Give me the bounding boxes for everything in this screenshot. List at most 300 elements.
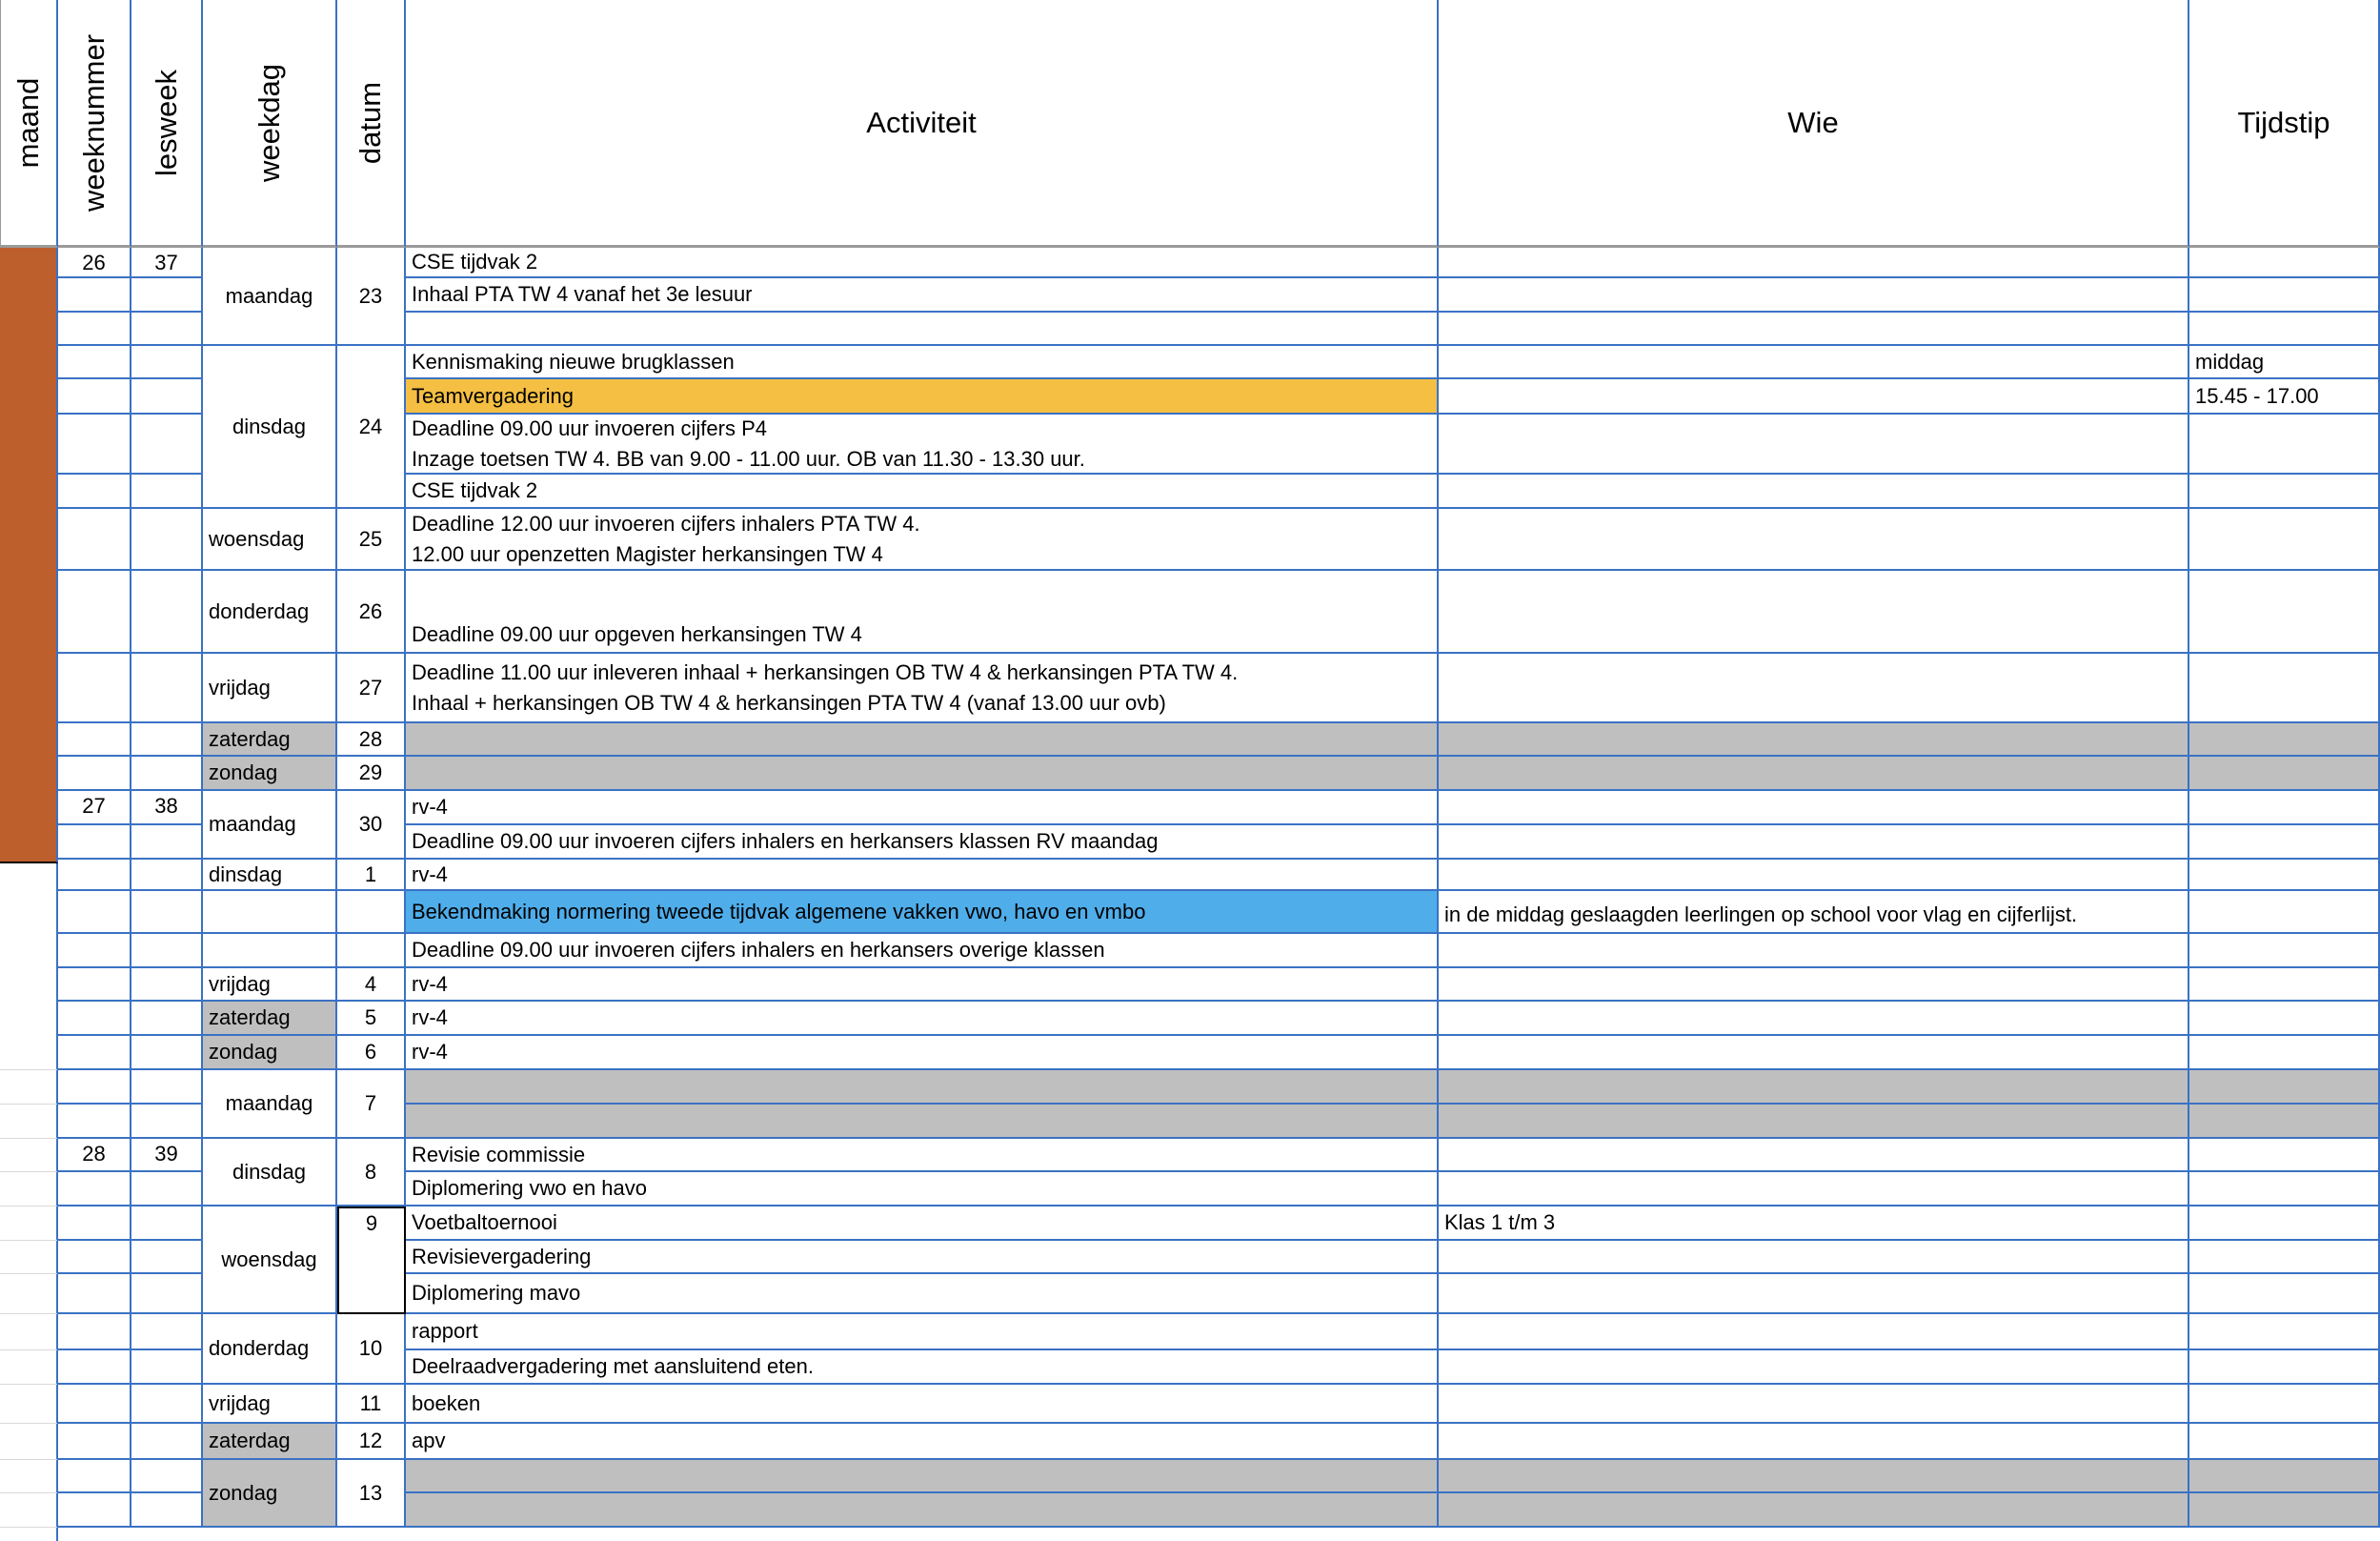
weeknummer-cell[interactable] xyxy=(58,968,131,1002)
lesweek-cell[interactable] xyxy=(131,934,203,968)
activiteit-cell[interactable] xyxy=(406,415,1439,475)
lesweek-cell[interactable] xyxy=(131,791,203,825)
weekdag-value: donderdag xyxy=(209,1336,310,1360)
gridline xyxy=(0,1350,57,1385)
lesweek-cell[interactable] xyxy=(131,891,203,934)
activiteit-cell[interactable] xyxy=(406,891,1439,934)
gridline xyxy=(0,1385,57,1424)
datum-value: 24 xyxy=(358,414,383,438)
wie-cell[interactable] xyxy=(1439,860,2189,891)
datum-value: 11 xyxy=(359,1390,382,1415)
activiteit-text: Diplomering mavo xyxy=(412,1281,581,1305)
activiteit-text: Deelraadvergadering met aansluitend eten. xyxy=(412,1354,814,1378)
tijdstip-cell[interactable] xyxy=(2189,1274,2380,1314)
lesweek-cell[interactable] xyxy=(131,415,203,475)
activiteit-cell[interactable] xyxy=(406,1241,1439,1274)
weekdag-value: dinsdag xyxy=(232,1159,307,1184)
datum-cell[interactable] xyxy=(337,968,406,1002)
weekdag-cell[interactable] xyxy=(203,1385,337,1424)
wie-cell[interactable] xyxy=(1439,1139,2189,1172)
lesweek-cell[interactable] xyxy=(131,723,203,757)
wie-cell[interactable] xyxy=(1439,313,2189,346)
activiteit-cell[interactable] xyxy=(406,248,1439,278)
lesweek-cell[interactable] xyxy=(131,1274,203,1314)
weekdag-cell[interactable] xyxy=(203,248,337,346)
weekdag-value: donderdag xyxy=(209,598,310,623)
activiteit-text: rv-4 xyxy=(412,795,448,819)
weekdag-cell[interactable] xyxy=(203,571,337,654)
gridline xyxy=(0,1070,57,1105)
header-wie-label: Wie xyxy=(1787,105,1839,139)
weeknummer-value: 27 xyxy=(82,794,106,818)
activiteit-cell[interactable] xyxy=(406,968,1439,1002)
activiteit-cell[interactable] xyxy=(406,757,1439,791)
wie-cell[interactable] xyxy=(1439,1460,2189,1493)
lesweek-cell[interactable] xyxy=(131,757,203,791)
activiteit-text: boeken xyxy=(412,1390,481,1415)
gridline xyxy=(0,1139,57,1172)
datum-value: 23 xyxy=(358,283,383,308)
lesweek-cell[interactable] xyxy=(131,509,203,571)
weekdag-cell[interactable] xyxy=(203,1460,337,1528)
datum-value: 1 xyxy=(364,862,377,886)
header-lesweek-label: lesweek xyxy=(149,69,183,176)
tijdstip-cell[interactable] xyxy=(2189,346,2380,379)
weeknummer-cell[interactable] xyxy=(58,1241,131,1274)
datum-value: 5 xyxy=(364,1005,377,1029)
weekdag-value: zondag xyxy=(209,1480,278,1505)
wie-cell[interactable] xyxy=(1439,248,2189,278)
activiteit-text: CSE tijdvak 2 xyxy=(412,478,538,502)
lesweek-value: 38 xyxy=(154,794,178,818)
wie-cell[interactable] xyxy=(1439,415,2189,475)
weeknummer-cell[interactable] xyxy=(58,248,131,278)
wie-cell[interactable] xyxy=(1439,723,2189,757)
tijdstip-cell[interactable] xyxy=(2189,757,2380,791)
activiteit-text: Deadline 12.00 uur invoeren cijfers inhalers PTA TW 4. xyxy=(412,511,920,536)
gridline xyxy=(0,1314,57,1350)
datum-value: 6 xyxy=(364,1040,377,1064)
wie-cell[interactable] xyxy=(1439,757,2189,791)
activiteit-text: Deadline 09.00 uur opgeven herkansingen TW 4 xyxy=(412,622,862,646)
tijdstip-cell[interactable] xyxy=(2189,934,2380,968)
tijdstip-cell[interactable] xyxy=(2189,1314,2380,1350)
wie-cell[interactable] xyxy=(1439,1493,2189,1528)
datum-cell[interactable] xyxy=(337,1070,406,1139)
datum-value: 29 xyxy=(358,760,383,784)
weekdag-value: vrijdag xyxy=(209,675,271,700)
weeknummer-value: 28 xyxy=(82,1142,106,1166)
activiteit-cell[interactable] xyxy=(406,1206,1439,1241)
tijdstip-cell[interactable] xyxy=(2189,1385,2380,1424)
weeknummer-cell[interactable] xyxy=(58,860,131,891)
activiteit-cell[interactable] xyxy=(406,509,1439,571)
tijdstip-cell[interactable] xyxy=(2189,1241,2380,1274)
activiteit-cell[interactable] xyxy=(406,723,1439,757)
weekdag-value: vrijdag xyxy=(209,1390,271,1415)
tijdstip-cell[interactable] xyxy=(2189,278,2380,313)
gridline xyxy=(0,1105,57,1139)
gridline xyxy=(0,1493,57,1528)
lesweek-cell[interactable] xyxy=(131,1070,203,1105)
lesweek-cell[interactable] xyxy=(131,1172,203,1206)
weeknummer-cell[interactable] xyxy=(58,346,131,379)
header-weekdag[interactable] xyxy=(203,0,337,248)
header-lesweek[interactable] xyxy=(131,0,203,248)
tijdstip-cell[interactable] xyxy=(2189,379,2380,415)
header-tijdstip[interactable] xyxy=(2189,0,2380,248)
activiteit-text: Diplomering vwo en havo xyxy=(412,1176,648,1200)
datum-value: 30 xyxy=(358,812,383,836)
weeknummer-cell[interactable] xyxy=(58,1002,131,1036)
lesweek-cell[interactable] xyxy=(131,654,203,723)
lesweek-cell[interactable] xyxy=(131,1139,203,1172)
tijdstip-cell[interactable] xyxy=(2189,860,2380,891)
header-weeknummer[interactable] xyxy=(58,0,131,248)
wie-cell[interactable] xyxy=(1439,1314,2189,1350)
datum-cell[interactable] xyxy=(337,1314,406,1385)
wie-text: in de middag geslaagden leerlingen op school voor vlag en cijferlijst. xyxy=(1444,902,2078,926)
weeknummer-cell[interactable] xyxy=(58,1385,131,1424)
weeknummer-cell[interactable] xyxy=(58,415,131,475)
activiteit-cell[interactable] xyxy=(406,1172,1439,1206)
datum-cell[interactable] xyxy=(337,757,406,791)
datum-cell[interactable] xyxy=(337,1036,406,1070)
wie-cell[interactable] xyxy=(1439,791,2189,825)
activiteit-cell[interactable] xyxy=(406,313,1439,346)
lesweek-cell[interactable] xyxy=(131,571,203,654)
weeknummer-cell[interactable] xyxy=(58,1105,131,1139)
header-datum[interactable] xyxy=(337,0,406,248)
weekdag-cell[interactable] xyxy=(203,1002,337,1036)
activiteit-text: Deadline 11.00 uur inleveren inhaal + herkansingen OB TW 4 & herkansingen PTA TW 4. xyxy=(412,659,1239,684)
wie-cell[interactable] xyxy=(1439,346,2189,379)
lesweek-cell[interactable] xyxy=(131,860,203,891)
activiteit-text: Inzage toetsen TW 4. BB van 9.00 - 11.00 uur. OB van 11.30 - 13.30 uur. xyxy=(412,446,1085,471)
lesweek-value: 37 xyxy=(154,251,178,274)
tijdstip-cell[interactable] xyxy=(2189,313,2380,346)
lesweek-cell[interactable] xyxy=(131,1206,203,1241)
header-weekdag-label: weekdag xyxy=(252,63,286,182)
wie-cell[interactable] xyxy=(1439,475,2189,509)
weekdag-value: zondag xyxy=(209,1040,278,1064)
wie-cell[interactable] xyxy=(1439,1002,2189,1036)
lesweek-cell[interactable] xyxy=(131,1424,203,1460)
activiteit-cell[interactable] xyxy=(406,1385,1439,1424)
lesweek-cell[interactable] xyxy=(131,1241,203,1274)
tijdstip-cell[interactable] xyxy=(2189,248,2380,278)
weekdag-cell[interactable] xyxy=(203,654,337,723)
tijdstip-cell[interactable] xyxy=(2189,509,2380,571)
lesweek-cell[interactable] xyxy=(131,1002,203,1036)
lesweek-cell[interactable] xyxy=(131,313,203,346)
lesweek-cell[interactable] xyxy=(131,1105,203,1139)
weekdag-cell[interactable] xyxy=(203,757,337,791)
lesweek-cell[interactable] xyxy=(131,1036,203,1070)
tijdstip-cell[interactable] xyxy=(2189,968,2380,1002)
datum-cell-empty[interactable] xyxy=(337,934,406,968)
weeknummer-cell[interactable] xyxy=(58,654,131,723)
weeknummer-cell[interactable] xyxy=(58,723,131,757)
tijdstip-cell[interactable] xyxy=(2189,825,2380,860)
gridline xyxy=(0,1274,57,1314)
wie-cell[interactable] xyxy=(1439,1350,2189,1385)
tijdstip-cell[interactable] xyxy=(2189,1206,2380,1241)
weeknummer-cell[interactable] xyxy=(58,1274,131,1314)
weekdag-cell[interactable] xyxy=(203,1424,337,1460)
weekdag-value: dinsdag xyxy=(232,414,307,438)
tijdstip-cell[interactable] xyxy=(2189,891,2380,934)
wie-cell[interactable] xyxy=(1439,1070,2189,1105)
header-weeknummer-label: weeknummer xyxy=(76,33,111,212)
weekdag-cell[interactable] xyxy=(203,1206,337,1314)
activiteit-text: CSE tijdvak 2 xyxy=(412,250,538,274)
tijdstip-cell[interactable] xyxy=(2189,475,2380,509)
tijdstip-cell[interactable] xyxy=(2189,1493,2380,1528)
activiteit-cell[interactable] xyxy=(406,1350,1439,1385)
weekdag-cell[interactable] xyxy=(203,791,337,860)
weekdag-value: zaterdag xyxy=(209,1429,291,1452)
tijdstip-cell[interactable] xyxy=(2189,1172,2380,1206)
wie-cell[interactable] xyxy=(1439,379,2189,415)
activiteit-cell[interactable] xyxy=(406,1139,1439,1172)
lesweek-cell[interactable] xyxy=(131,475,203,509)
lesweek-cell[interactable] xyxy=(131,1350,203,1385)
weeknummer-cell[interactable] xyxy=(58,278,131,313)
tijdstip-cell[interactable] xyxy=(2189,791,2380,825)
weeknummer-cell[interactable] xyxy=(58,571,131,654)
datum-cell[interactable] xyxy=(337,509,406,571)
weekdag-cell[interactable] xyxy=(203,346,337,509)
activiteit-text: 12.00 uur openzetten Magister herkansingen TW 4 xyxy=(412,541,883,566)
datum-cell[interactable] xyxy=(337,791,406,860)
wie-cell[interactable] xyxy=(1439,1241,2189,1274)
weeknummer-cell[interactable] xyxy=(58,1206,131,1241)
weekdag-value: dinsdag xyxy=(209,862,283,886)
weeknummer-cell[interactable] xyxy=(58,475,131,509)
tijdstip-cell[interactable] xyxy=(2189,415,2380,475)
weekdag-cell[interactable] xyxy=(203,723,337,757)
weeknummer-cell[interactable] xyxy=(58,313,131,346)
weekdag-cell[interactable] xyxy=(203,968,337,1002)
weeknummer-cell[interactable] xyxy=(58,509,131,571)
activiteit-cell[interactable] xyxy=(406,571,1439,654)
weeknummer-cell[interactable] xyxy=(58,1172,131,1206)
lesweek-cell[interactable] xyxy=(131,1314,203,1350)
activiteit-cell[interactable] xyxy=(406,1002,1439,1036)
datum-cell[interactable] xyxy=(337,1139,406,1206)
weeknummer-cell[interactable] xyxy=(58,1350,131,1385)
weeknummer-cell[interactable] xyxy=(58,1424,131,1460)
datum-value: 7 xyxy=(364,1091,377,1115)
gridline xyxy=(0,1460,57,1493)
weeknummer-cell[interactable] xyxy=(58,757,131,791)
lesweek-value: 39 xyxy=(154,1142,178,1166)
activiteit-cell[interactable] xyxy=(406,1460,1439,1493)
weekdag-value: woensdag xyxy=(221,1247,317,1271)
weekdag-value: vrijdag xyxy=(209,971,271,996)
weeknummer-cell[interactable] xyxy=(58,379,131,415)
tijdstip-cell[interactable] xyxy=(2189,571,2380,654)
activiteit-text: Teamvergadering xyxy=(412,383,574,408)
weekdag-value: woensdag xyxy=(209,526,305,551)
wie-cell[interactable] xyxy=(1439,1385,2189,1424)
datum-cell[interactable] xyxy=(337,1385,406,1424)
activiteit-cell[interactable] xyxy=(406,1274,1439,1314)
weekdag-value: maandag xyxy=(225,283,313,308)
activiteit-cell[interactable] xyxy=(406,1493,1439,1528)
weekdag-cell[interactable] xyxy=(203,1070,337,1139)
datum-value: 9 xyxy=(365,1211,378,1235)
activiteit-text: Revisie commissie xyxy=(412,1142,586,1166)
weekdag-cell[interactable] xyxy=(203,1036,337,1070)
wie-cell[interactable] xyxy=(1439,1105,2189,1139)
activiteit-cell[interactable] xyxy=(406,346,1439,379)
gridline xyxy=(0,1424,57,1460)
header-activiteit[interactable] xyxy=(406,0,1439,248)
wie-cell[interactable] xyxy=(1439,1036,2189,1070)
lesweek-cell[interactable] xyxy=(131,1493,203,1528)
activiteit-text: Deadline 09.00 uur invoeren cijfers P4 xyxy=(412,416,768,440)
activiteit-cell[interactable] xyxy=(406,1070,1439,1105)
header-maand[interactable] xyxy=(0,0,58,248)
activiteit-cell[interactable] xyxy=(406,934,1439,968)
lesweek-cell[interactable] xyxy=(131,346,203,379)
weekdag-cell-empty[interactable] xyxy=(203,891,337,934)
activiteit-cell[interactable] xyxy=(406,825,1439,860)
weeknummer-cell[interactable] xyxy=(58,791,131,825)
datum-cell[interactable] xyxy=(337,1206,406,1314)
datum-cell[interactable] xyxy=(337,1424,406,1460)
wie-cell[interactable] xyxy=(1439,1424,2189,1460)
gridline xyxy=(0,1036,57,1070)
gridline xyxy=(0,1241,57,1274)
datum-cell[interactable] xyxy=(337,346,406,509)
lesweek-cell[interactable] xyxy=(131,1460,203,1493)
tijdstip-cell[interactable] xyxy=(2189,1105,2380,1139)
datum-cell[interactable] xyxy=(337,654,406,723)
activiteit-text: Voetbaltoernooi xyxy=(412,1210,557,1234)
activiteit-cell[interactable] xyxy=(406,475,1439,509)
wie-cell[interactable] xyxy=(1439,934,2189,968)
datum-value: 13 xyxy=(358,1480,383,1505)
lesweek-cell[interactable] xyxy=(131,825,203,860)
wie-cell[interactable] xyxy=(1439,1274,2189,1314)
wie-cell[interactable] xyxy=(1439,654,2189,723)
datum-cell[interactable] xyxy=(337,1002,406,1036)
weeknummer-cell[interactable] xyxy=(58,1314,131,1350)
header-wie[interactable] xyxy=(1439,0,2189,248)
wie-cell[interactable] xyxy=(1439,825,2189,860)
tijdstip-cell[interactable] xyxy=(2189,1036,2380,1070)
activiteit-text: rapport xyxy=(412,1319,478,1343)
activiteit-cell[interactable] xyxy=(406,791,1439,825)
wie-cell[interactable] xyxy=(1439,278,2189,313)
activiteit-cell[interactable] xyxy=(406,1314,1439,1350)
activiteit-text: Kennismaking nieuwe brugklassen xyxy=(412,349,735,374)
tijdstip-cell[interactable] xyxy=(2189,1139,2380,1172)
wie-cell[interactable] xyxy=(1439,571,2189,654)
activiteit-text: Deadline 09.00 uur invoeren cijfers inhalers en herkansers klassen RV maandag xyxy=(412,829,1159,853)
wie-cell[interactable] xyxy=(1439,1206,2189,1241)
datum-cell[interactable] xyxy=(337,248,406,346)
activiteit-cell[interactable] xyxy=(406,860,1439,891)
weekdag-cell-empty[interactable] xyxy=(203,934,337,968)
lesweek-cell[interactable] xyxy=(131,968,203,1002)
tijdstip-cell[interactable] xyxy=(2189,654,2380,723)
activiteit-text: Inhaal PTA TW 4 vanaf het 3e lesuur xyxy=(412,282,753,306)
activiteit-text: rv-4 xyxy=(412,862,448,886)
weeknummer-cell[interactable] xyxy=(58,1493,131,1528)
activiteit-text: rv-4 xyxy=(412,971,448,996)
tijdstip-cell[interactable] xyxy=(2189,1070,2380,1105)
weeknummer-cell[interactable] xyxy=(58,891,131,934)
weeknummer-cell[interactable] xyxy=(58,1036,131,1070)
activiteit-cell[interactable] xyxy=(406,1105,1439,1139)
weekdag-value: zaterdag xyxy=(209,1005,291,1029)
weeknummer-cell[interactable] xyxy=(58,1070,131,1105)
activiteit-cell[interactable] xyxy=(406,1424,1439,1460)
datum-cell[interactable] xyxy=(337,723,406,757)
datum-cell-empty[interactable] xyxy=(337,891,406,934)
activiteit-text: Revisievergadering xyxy=(412,1244,592,1268)
lesweek-cell[interactable] xyxy=(131,379,203,415)
datum-value: 26 xyxy=(358,598,383,623)
gridline xyxy=(0,1206,57,1241)
weekdag-value: maandag xyxy=(225,1091,313,1115)
weekdag-cell[interactable] xyxy=(203,1139,337,1206)
wie-cell[interactable] xyxy=(1439,509,2189,571)
activiteit-text: Deadline 09.00 uur invoeren cijfers inhalers en herkansers overige klassen xyxy=(412,938,1105,962)
activiteit-text: rv-4 xyxy=(412,1040,448,1064)
gridline xyxy=(0,1172,57,1206)
weekdag-value: zondag xyxy=(209,760,278,784)
weekdag-cell[interactable] xyxy=(203,860,337,891)
wie-cell[interactable] xyxy=(1439,968,2189,1002)
weeknummer-value: 26 xyxy=(82,251,106,274)
wie-cell[interactable] xyxy=(1439,891,2189,934)
weeknummer-cell[interactable] xyxy=(58,825,131,860)
activiteit-cell[interactable] xyxy=(406,654,1439,723)
weekdag-cell[interactable] xyxy=(203,509,337,571)
weekdag-cell[interactable] xyxy=(203,1314,337,1385)
activiteit-text: rv-4 xyxy=(412,1005,448,1029)
weeknummer-cell[interactable] xyxy=(58,1460,131,1493)
weeknummer-cell[interactable] xyxy=(58,1139,131,1172)
activiteit-cell[interactable] xyxy=(406,1036,1439,1070)
datum-cell[interactable] xyxy=(337,860,406,891)
wie-cell[interactable] xyxy=(1439,1172,2189,1206)
tijdstip-text: 15.45 - 17.00 xyxy=(2195,383,2319,408)
lesweek-cell[interactable] xyxy=(131,278,203,313)
datum-cell[interactable] xyxy=(337,571,406,654)
activiteit-cell[interactable] xyxy=(406,278,1439,313)
header-maand-label: maand xyxy=(11,77,45,168)
lesweek-cell[interactable] xyxy=(131,1385,203,1424)
tijdstip-cell[interactable] xyxy=(2189,723,2380,757)
lesweek-cell[interactable] xyxy=(131,248,203,278)
datum-cell[interactable] xyxy=(337,1460,406,1528)
tijdstip-cell[interactable] xyxy=(2189,1002,2380,1036)
tijdstip-cell[interactable] xyxy=(2189,1350,2380,1385)
tijdstip-cell[interactable] xyxy=(2189,1460,2380,1493)
tijdstip-cell[interactable] xyxy=(2189,1424,2380,1460)
datum-value: 27 xyxy=(358,675,383,700)
activiteit-cell[interactable] xyxy=(406,379,1439,415)
activiteit-text: Bekendmaking normering tweede tijdvak algemene vakken vwo, havo en vmbo xyxy=(412,899,1146,923)
header-activiteit-label: Activiteit xyxy=(866,105,977,139)
weeknummer-cell[interactable] xyxy=(58,934,131,968)
